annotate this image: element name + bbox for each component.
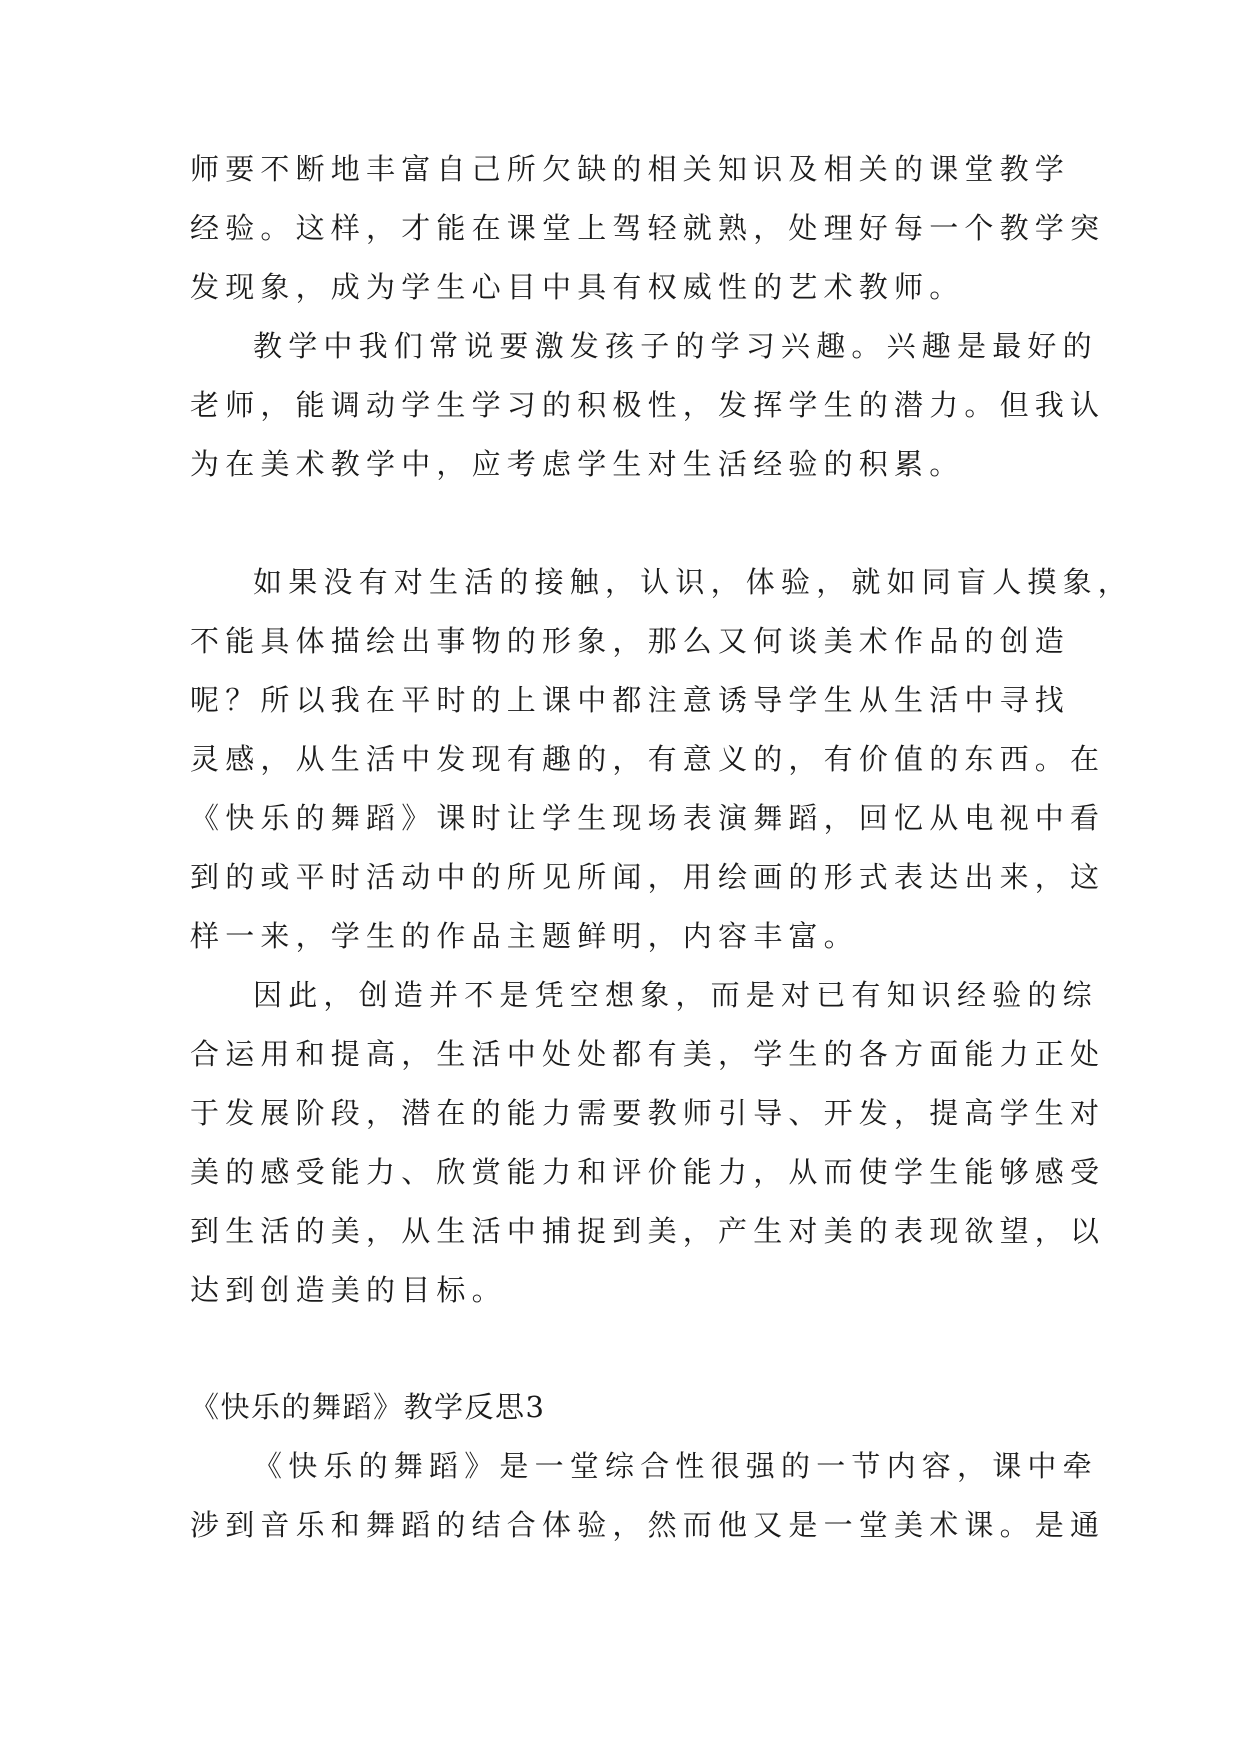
body-text-line: 到生活的美，从生活中捕捉到美，产生对美的表现欲望，以 [190, 1214, 1106, 1248]
body-text-line: 美的感受能力、欣赏能力和评价能力，从而使学生能够感受 [190, 1155, 1106, 1189]
body-text-line: 灵感，从生活中发现有趣的，有意义的，有价值的东西。在 [190, 742, 1106, 776]
body-text-line: 因此，创造并不是凭空想象，而是对已有知识经验的综 [253, 978, 1098, 1012]
body-text-line: 经验。这样，才能在课堂上驾轻就熟，处理好每一个教学突 [190, 211, 1106, 245]
body-text-line: 老师，能调动学生学习的积极性，发挥学生的潜力。但我认 [190, 388, 1106, 422]
body-text-line: 发现象，成为学生心目中具有权威性的艺术教师。 [190, 270, 965, 304]
body-text-line: 达到创造美的目标。 [190, 1273, 507, 1307]
body-text-line: 为在美术教学中，应考虑学生对生活经验的积累。 [190, 447, 965, 481]
body-text-line: 合运用和提高，生活中处处都有美，学生的各方面能力正处 [190, 1037, 1106, 1071]
section-heading: 《快乐的舞蹈》教学反思3 [190, 1390, 546, 1424]
body-text-line: 教学中我们常说要激发孩子的学习兴趣。兴趣是最好的 [253, 329, 1098, 363]
body-text-line: 不能具体描绘出事物的形象，那么又何谈美术作品的创造 [190, 624, 1071, 658]
body-text-line: 师要不断地丰富自己所欠缺的相关知识及相关的课堂教学 [190, 152, 1071, 186]
body-text-line: 《快乐的舞蹈》是一堂综合性很强的一节内容，课中牵 [253, 1449, 1098, 1483]
body-text-line: 如果没有对生活的接触，认识，体验，就如同盲人摸象， [253, 565, 1134, 599]
body-text-line: 涉到音乐和舞蹈的结合体验，然而他又是一堂美术课。是通 [190, 1508, 1106, 1542]
body-text-line: 到的或平时活动中的所见所闻，用绘画的形式表达出来，这 [190, 860, 1106, 894]
body-text-line: 呢？所以我在平时的上课中都注意诱导学生从生活中寻找 [190, 683, 1071, 717]
body-text-line: 样一来，学生的作品主题鲜明，内容丰富。 [190, 919, 859, 953]
body-text-line: 《快乐的舞蹈》课时让学生现场表演舞蹈，回忆从电视中看 [190, 801, 1106, 835]
body-text-line: 于发展阶段，潜在的能力需要教师引导、开发，提高学生对 [190, 1096, 1106, 1130]
